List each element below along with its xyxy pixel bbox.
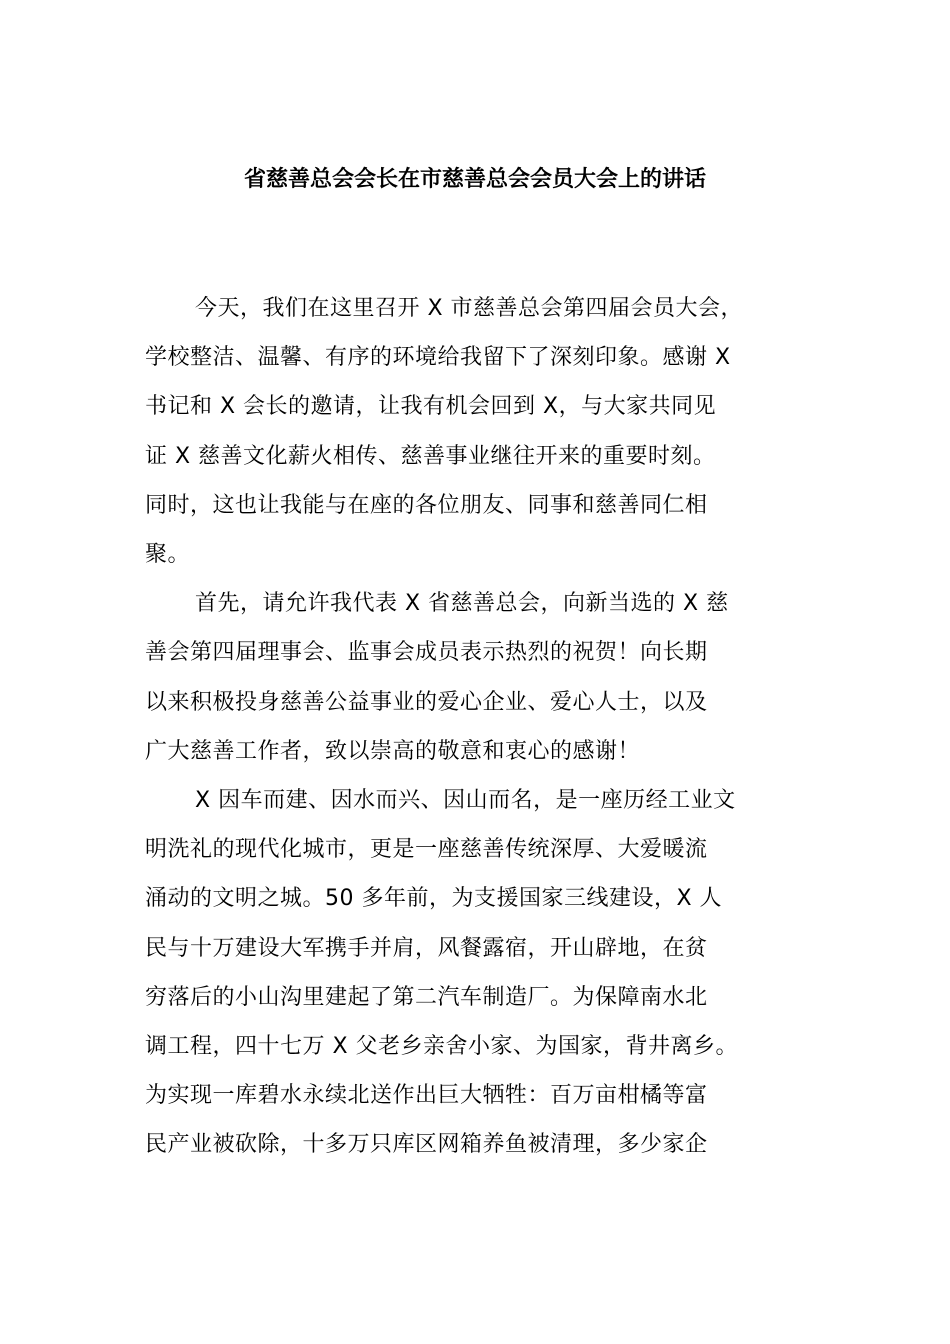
text-line: 善会第四届理事会、监事会成员表示热烈的祝贺！向长期 bbox=[145, 640, 708, 666]
text-line: 民与十万建设大军携手并肩，风餐露宿，开山辟地，在贫 bbox=[145, 935, 708, 961]
text-line: 为实现一库碧水永续北送作出巨大牺牲：百万亩柑橘等富 bbox=[145, 1083, 708, 1109]
text-line: 聚。 bbox=[145, 542, 191, 568]
text-line: 证 X 慈善文化薪火相传、慈善事业继往开来的重要时刻。 bbox=[145, 443, 716, 469]
paragraph-1 bbox=[145, 284, 845, 579]
text-line: 民产业被砍除，十多万只库区网箱养鱼被清理，多少家企 bbox=[145, 1132, 708, 1158]
text-line: 涌动的文明之城。50 多年前，为支援国家三线建设，X 人 bbox=[145, 886, 723, 912]
paragraph-3 bbox=[145, 776, 845, 1170]
text-line: 穷落后的小山沟里建起了第二汽车制造厂。为保障南水北 bbox=[145, 984, 708, 1010]
text-line: 首先，请允许我代表 X 省慈善总会，向新当选的 X 慈 bbox=[195, 591, 729, 617]
text-line: 广大慈善工作者，致以崇高的敬意和衷心的感谢！ bbox=[145, 738, 641, 764]
text-line: 同时，这也让我能与在座的各位朋友、同事和慈善同仁相 bbox=[145, 492, 708, 518]
text-line: 学校整洁、温馨、有序的环境给我留下了深刻印象。感谢 X bbox=[145, 345, 731, 371]
document-title: 省慈善总会会长在市慈善总会会员大会上的讲话 bbox=[243, 167, 706, 192]
text-line: 以来积极投身慈善公益事业的爱心企业、爱心人士，以及 bbox=[145, 689, 708, 715]
text-line: X 因车而建、因水而兴、因山而名，是一座历经工业文 bbox=[195, 788, 736, 814]
text-line: 今天，我们在这里召开 X 市慈善总会第四届会员大会， bbox=[195, 296, 744, 321]
text-line: 书记和 X 会长的邀请，让我有机会回到 X，与大家共同见 bbox=[145, 394, 717, 420]
document-body bbox=[145, 284, 845, 1170]
text-line: 明洗礼的现代化城市，更是一座慈善传统深厚、大爱暖流 bbox=[145, 837, 708, 863]
text-line: 调工程，四十七万 X 父老乡亲舍小家、为国家，背井离乡。 bbox=[145, 1034, 739, 1060]
paragraph-2 bbox=[145, 579, 845, 776]
